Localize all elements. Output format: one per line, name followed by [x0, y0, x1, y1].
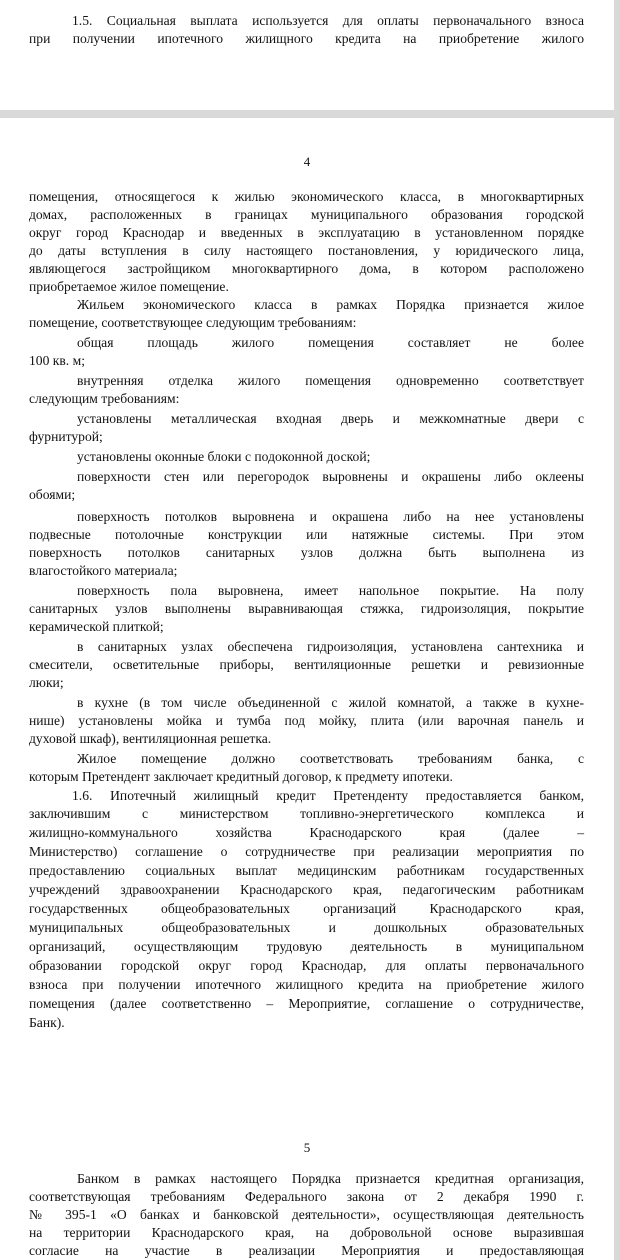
- text-line: влагостойкого материала;: [29, 563, 178, 578]
- text-line: при получении ипотечного жилищного кредита на приобретение жилого: [29, 31, 584, 46]
- text-line: помещения, относящегося к жилью экономического класса, в многоквартирных: [29, 189, 584, 204]
- text-line: жилищно-коммунального хозяйства Краснодарского края (далее –: [29, 825, 584, 840]
- text-line: люки;: [29, 675, 64, 690]
- text-line: поверхность пола выровнена, имеет напольное покрытие. На полу: [77, 583, 584, 598]
- text-line: поверхность потолков санитарных узлов должна быть выполнена из: [29, 545, 584, 560]
- text-line: заключившим с министерством топливно-энергетического комплекса и: [29, 806, 584, 821]
- text-line: Жильем экономического класса в рамках Порядка признается жилое: [77, 297, 584, 312]
- text-line: Банк).: [29, 1015, 65, 1030]
- text-line: организаций, осуществляющим трудовую деятельность в муниципальном: [29, 939, 584, 954]
- text-line: являющегося застройщиком многоквартирного дома, в котором расположено: [29, 261, 584, 276]
- text-line: поверхности стен или перегородок выровнены и окрашены либо оклеены: [77, 469, 584, 484]
- document-page-3-fragment: [0, 0, 614, 110]
- document-page-5-body: [0, 1096, 614, 1260]
- text-line: муниципальных общеобразовательных и дошкольных образовательных: [29, 920, 584, 935]
- text-line: внутренняя отделка жилого помещения одновременно соответствует: [77, 373, 584, 388]
- text-line: обоями;: [29, 487, 76, 502]
- text-line: округ город Краснодар и введенных в эксплуатацию в установленном порядке: [29, 225, 584, 240]
- text-line: керамической плиткой;: [29, 619, 164, 634]
- text-line: подвесные потолочные конструкции или натяжные системы. При этом: [29, 527, 584, 542]
- text-line: до даты вступления в силу настоящего постановления, у юридического лица,: [29, 243, 584, 258]
- text-line: взноса при получении ипотечного жилищного кредита на приобретение жилого: [29, 977, 584, 992]
- text-line: № 395-1 «О банках и банковской деятельности», осуществляющая деятельность: [29, 1207, 584, 1222]
- page-number: 5: [303, 1140, 311, 1155]
- text-line: Банком в рамках настоящего Порядка признается кредитная организация,: [77, 1171, 584, 1186]
- text-line: духовой шкаф), вентиляционная решетка.: [29, 731, 272, 746]
- page-number: 4: [303, 154, 311, 169]
- text-line: помещение, соответствующее следующим требованиям:: [29, 315, 357, 330]
- text-line: общая площадь жилого помещения составляет не более: [77, 335, 584, 350]
- text-line: помещения (далее соответственно – Мероприятие, соглашение о сотрудничестве,: [29, 996, 584, 1011]
- text-line: установлены металлическая входная дверь и межкомнатные двери с: [77, 411, 584, 426]
- text-line: в кухне (в том числе объединенной с жилой комнатой, а также в кухне-: [77, 695, 584, 710]
- text-line: которым Претендент заключает кредитный договор, к предмету ипотеки.: [29, 769, 453, 784]
- text-line: образовании городской округ город Краснодар, для оплаты первоначального: [29, 958, 584, 973]
- text-line: 100 кв. м;: [29, 353, 85, 368]
- text-line: предоставлению социальных выплат медицинским работникам государственных: [29, 863, 584, 878]
- text-line: учреждений здравоохранении Краснодарского края, педагогическим работникам: [29, 882, 584, 897]
- document-page-4: [0, 118, 614, 1210]
- text-line: государственных общеобразовательных организаций Краснодарского края,: [29, 901, 584, 916]
- text-line: согласие на участие в реализации Мероприятия и предоставляющая: [29, 1243, 584, 1258]
- text-line: поверхность потолков выровнена и окрашена либо на нее установлены: [77, 509, 584, 524]
- text-line: соответствующая требованиям Федерального закона от 2 декабря 1990 г.: [29, 1189, 584, 1204]
- text-line: смесители, осветительные приборы, вентиляционные решетки и ревизионные: [29, 657, 584, 672]
- text-line: приобретаемое жилое помещение.: [29, 279, 229, 294]
- text-line: Жилое помещение должно соответствовать требованиям банка, с: [77, 751, 584, 766]
- text-line: 1.6. Ипотечный жилищный кредит Претенденту предоставляется банком,: [72, 788, 584, 803]
- text-line: фурнитурой;: [29, 429, 103, 444]
- text-line: санитарных узлов выполнены выравнивающая стяжка, гидроизоляция, покрытие: [29, 601, 584, 616]
- text-line: в санитарных узлах обеспечена гидроизоляция, установлена сантехника и: [77, 639, 584, 654]
- text-line: 1.5. Социальная выплата используется для оплаты первоначального взноса: [72, 13, 584, 28]
- text-line: установлены оконные блоки с подоконной доской;: [77, 449, 371, 464]
- text-line: нише) установлены мойка и тумба под мойку, плита (или варочная панель и: [29, 713, 584, 728]
- text-line: следующим требованиям:: [29, 391, 180, 406]
- text-line: Министерство) соглашение о сотрудничестве при реализации мероприятия по: [29, 844, 584, 859]
- text-line: на территории Краснодарского края, на добровольной основе выразившая: [29, 1225, 584, 1240]
- text-line: домах, расположенных в границах муниципального образования городской: [29, 207, 584, 222]
